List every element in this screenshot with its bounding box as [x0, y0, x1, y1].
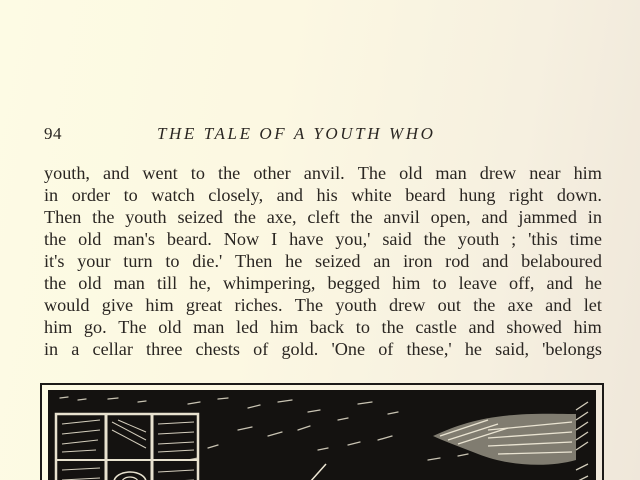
word: him: [145, 295, 174, 315]
word: anvil.: [303, 163, 345, 183]
running-head: [44, 122, 604, 148]
word: said,: [495, 339, 529, 359]
word: him: [269, 317, 299, 337]
word: cellar: [92, 339, 133, 359]
word: axe,: [266, 207, 297, 227]
word: right: [509, 185, 544, 205]
word: to: [190, 163, 205, 183]
word: Then: [235, 251, 273, 271]
word: Now: [223, 229, 260, 249]
word: anvil: [383, 207, 420, 227]
word: hung: [459, 185, 496, 205]
word: iron: [403, 251, 433, 271]
word: youth: [125, 207, 167, 227]
word: it's: [44, 251, 65, 271]
word: The: [118, 317, 147, 337]
word: jammed: [518, 207, 577, 227]
running-title: THE TALE OF A YOUTH WHO: [157, 124, 436, 143]
word: man: [193, 317, 225, 337]
word: old: [399, 163, 423, 183]
word: in: [587, 207, 602, 227]
word: let: [583, 295, 602, 315]
word: whimpering,: [222, 273, 316, 293]
word: castle: [415, 317, 457, 337]
word: seized: [315, 251, 361, 271]
word: back: [309, 317, 345, 337]
word: these,': [406, 339, 452, 359]
word: you,': [335, 229, 371, 249]
word: cleft: [307, 207, 340, 227]
word: him: [573, 163, 602, 183]
word: and: [103, 163, 130, 183]
text-line: [44, 316, 602, 338]
text-line: [44, 184, 602, 206]
word: man's: [113, 229, 155, 249]
word: his: [316, 185, 338, 205]
illustration-image: [48, 390, 596, 480]
word: The: [294, 295, 324, 315]
word: drew: [479, 163, 517, 183]
word: give: [101, 295, 134, 315]
word: youth: [457, 229, 500, 249]
word: chests: [195, 339, 240, 359]
text-line: [44, 272, 602, 294]
word: other: [253, 163, 291, 183]
page-number: 94: [44, 124, 62, 143]
word: youth: [335, 295, 377, 315]
word: the: [350, 207, 373, 227]
word: begged: [327, 273, 381, 293]
word: to: [355, 317, 370, 337]
word: drew: [389, 295, 426, 315]
word: man: [113, 273, 145, 293]
word: have: [289, 229, 324, 249]
word: I: [271, 229, 278, 249]
word: near: [529, 163, 561, 183]
text-line: [44, 338, 602, 360]
word: Then: [44, 207, 82, 227]
text-line: [44, 228, 602, 250]
word: leave: [458, 273, 497, 293]
word: down.: [556, 185, 602, 205]
text-line: [44, 294, 602, 316]
word: he: [464, 339, 482, 359]
word: old: [158, 317, 182, 337]
word: The: [357, 163, 387, 183]
word: the: [44, 229, 67, 249]
word: out: [437, 295, 461, 315]
word: an: [373, 251, 391, 271]
word: time: [569, 229, 602, 249]
word: of: [378, 339, 394, 359]
word: him: [392, 273, 421, 293]
text-line: [44, 250, 602, 272]
word: and: [546, 273, 573, 293]
word: off,: [509, 273, 535, 293]
word: he,: [189, 273, 211, 293]
word: seized: [177, 207, 223, 227]
word: to: [432, 273, 447, 293]
word: white: [351, 185, 392, 205]
word: closely,: [208, 185, 264, 205]
word: and: [482, 251, 509, 271]
word: him: [573, 317, 602, 337]
word: open,: [430, 207, 471, 227]
word: to: [123, 185, 138, 205]
word: youth,: [44, 163, 90, 183]
word: the: [218, 163, 241, 183]
word: went: [142, 163, 178, 183]
word: 'this: [528, 229, 558, 249]
word: he: [584, 273, 602, 293]
word: watch: [151, 185, 195, 205]
word: said: [382, 229, 412, 249]
word: axe: [507, 295, 533, 315]
text-line: [44, 162, 602, 184]
word: rod: [445, 251, 470, 271]
word: your: [77, 251, 111, 271]
word: and: [276, 185, 303, 205]
word: the: [92, 207, 115, 227]
word: and: [481, 207, 508, 227]
word: old: [78, 273, 102, 293]
word: showed: [506, 317, 562, 337]
word: belaboured: [521, 251, 602, 271]
word: 'One: [331, 339, 366, 359]
word: 'belongs: [542, 339, 602, 359]
word: led: [236, 317, 259, 337]
word: riches.: [234, 295, 283, 315]
word: and: [545, 295, 572, 315]
word: the: [233, 207, 256, 227]
word: would: [44, 295, 90, 315]
word: him: [44, 317, 73, 337]
word: the: [44, 273, 67, 293]
word: he: [285, 251, 303, 271]
word: in: [44, 339, 59, 359]
word: a: [71, 339, 80, 359]
word: the: [423, 229, 446, 249]
word: till: [156, 273, 178, 293]
word: old: [78, 229, 102, 249]
word: gold.: [281, 339, 319, 359]
text-line: [44, 206, 602, 228]
night-scene-illustration-icon: [48, 390, 596, 480]
word: order: [71, 185, 111, 205]
word: the: [473, 295, 496, 315]
word: go.: [83, 317, 107, 337]
woodcut-illustration: [40, 383, 604, 480]
word: of: [253, 339, 269, 359]
word: beard.: [166, 229, 212, 249]
body-text: [44, 162, 602, 360]
word: die.': [192, 251, 223, 271]
word: great: [185, 295, 223, 315]
word: three: [146, 339, 183, 359]
word: man: [435, 163, 467, 183]
word: beard: [405, 185, 446, 205]
word: and: [468, 317, 495, 337]
word: in: [44, 185, 59, 205]
word: the: [381, 317, 404, 337]
word: to: [165, 251, 180, 271]
word: ;: [511, 229, 517, 249]
word: turn: [123, 251, 153, 271]
